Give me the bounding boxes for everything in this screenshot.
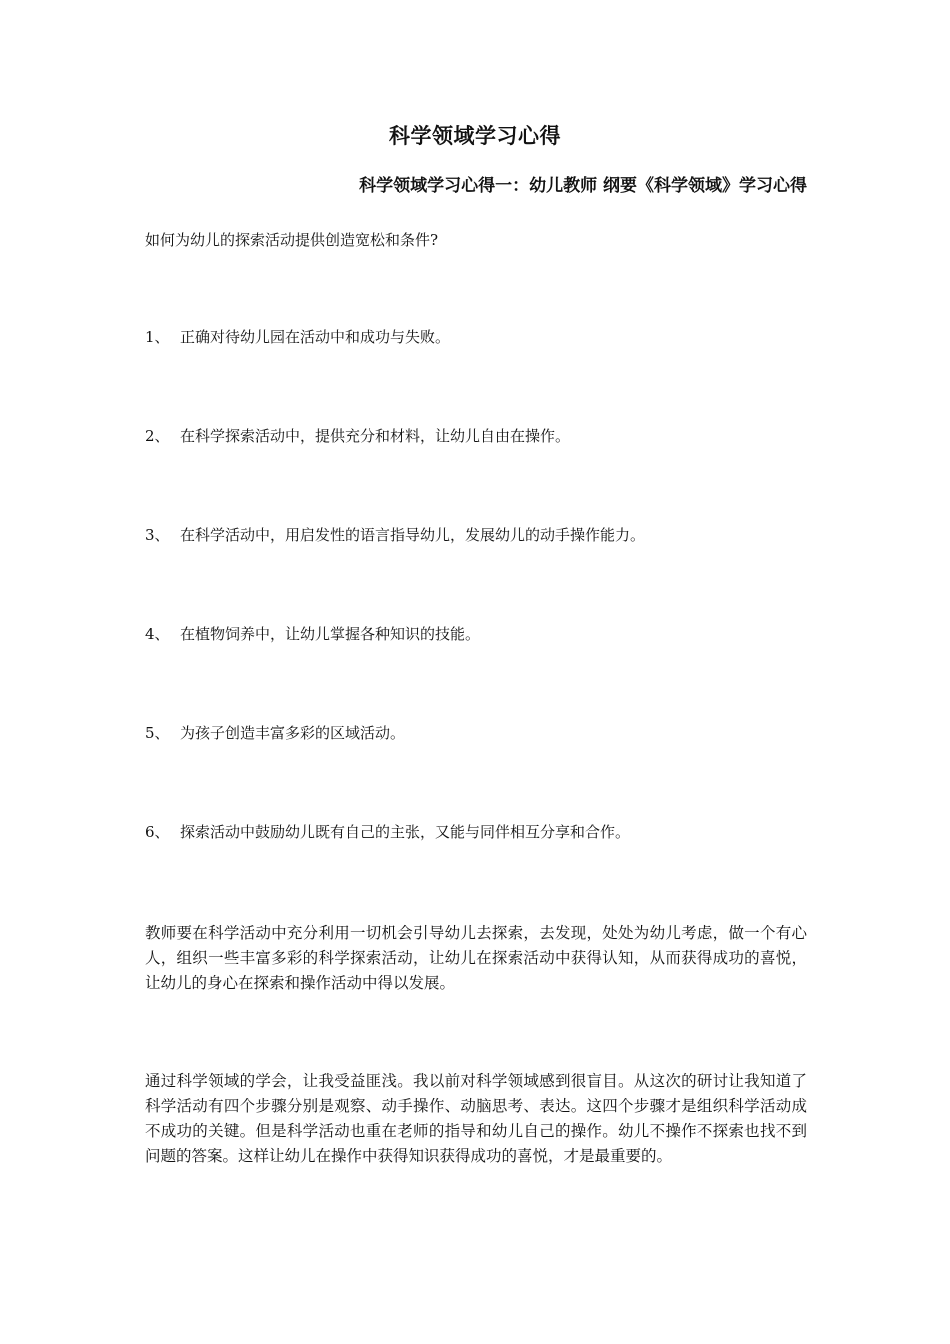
- list-item: [145, 523, 645, 548]
- list-item-text: 正确对待幼儿园在活动中和成功与失败。: [180, 328, 451, 346]
- question-line: 如何为幼儿的探索活动提供创造宽松和条件?: [145, 231, 439, 249]
- list-item: [145, 424, 570, 449]
- list-item-number: 4、: [145, 625, 170, 643]
- list-item: [145, 622, 480, 647]
- list-item-number: 5、: [145, 724, 170, 742]
- list-item-text: 在植物饲养中，让幼儿掌握各种知识的技能。: [180, 625, 481, 643]
- body-paragraph-1: 教师要在科学活动中充分利用一切机会引导幼儿去探索，去发现，处处为幼儿考虑，做一个有心人，组织一些丰富多彩的科学探索活动，让幼儿在探索活动中获得认知，从而获得成功的喜悦，让幼儿的身心在探索和操作活动中得以发展。: [145, 924, 807, 992]
- document-subtitle: 科学领域学习心得一：幼儿教师 纲要《科学领域》学习心得: [359, 176, 807, 196]
- list-item-number: 1、: [145, 328, 170, 346]
- list-item-text: 在科学探索活动中，提供充分和材料，让幼儿自由在操作。: [180, 427, 571, 445]
- list-item: [145, 721, 405, 746]
- list-item-number: 2、: [145, 427, 170, 445]
- document-title: 科学领域学习心得: [389, 123, 561, 148]
- body-paragraph-2: 通过科学领域的学会，让我受益匪浅。我以前对科学领域感到很盲目。从这次的研讨让我知道了科学活动有四个步骤分别是观察、动手操作、动脑思考、表达。这四个步骤才是组织科学活动成不成功的关键。但是科学活动也重在老师的指导和幼儿自己的操作。幼儿不操作不探索也找不到问题的答案。这样让幼儿在操作中获得知识获得成功的喜悦，才是最重要的。: [145, 1072, 807, 1165]
- list-item-number: 6、: [145, 823, 170, 841]
- list-item-text: 在科学活动中，用启发性的语言指导幼儿，发展幼儿的动手操作能力。: [180, 526, 646, 544]
- list-item-text: 探索活动中鼓励幼儿既有自己的主张，又能与同伴相互分享和合作。: [180, 823, 631, 841]
- list-item: [145, 820, 630, 845]
- list-item-text: 为孩子创造丰富多彩的区域活动。: [180, 724, 406, 742]
- list-item-number: 3、: [145, 526, 170, 544]
- list-item: [145, 325, 450, 350]
